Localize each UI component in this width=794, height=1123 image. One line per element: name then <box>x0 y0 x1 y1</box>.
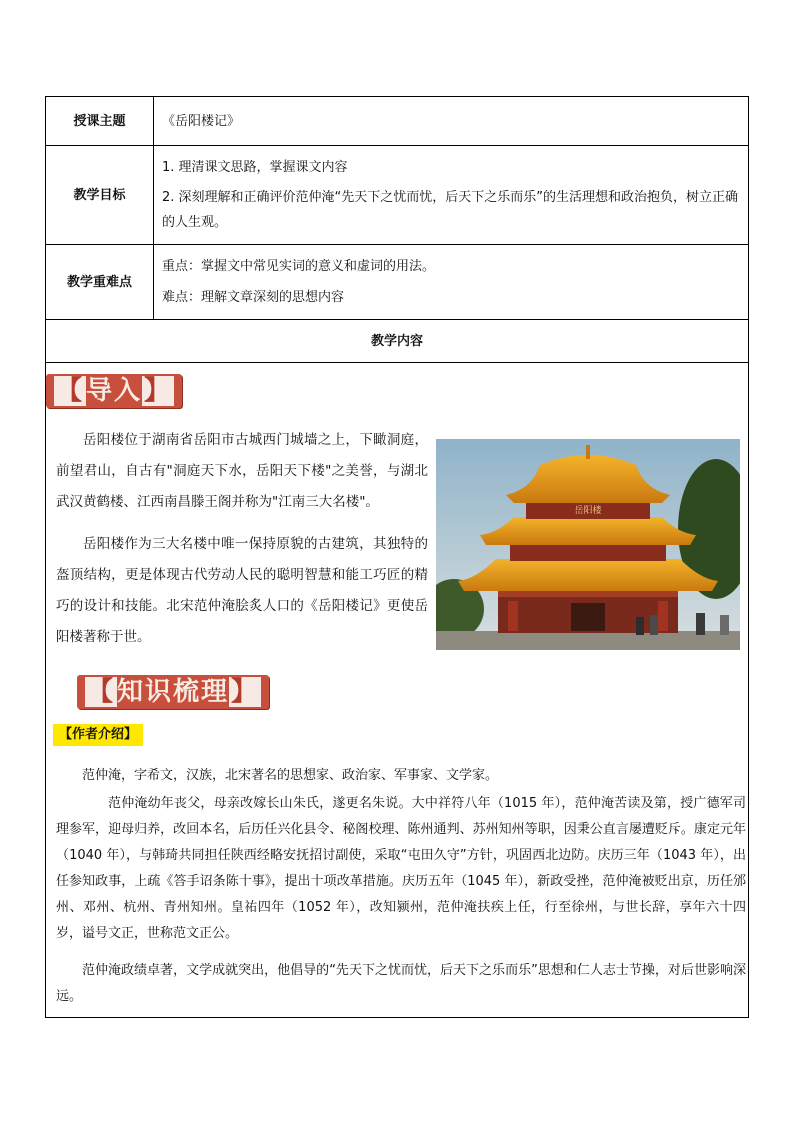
ground <box>436 631 740 650</box>
topic-value: 《岳阳楼记》 <box>154 97 749 146</box>
knowledge-banner-text: 知识梳理 <box>117 677 230 707</box>
knowledge-banner <box>77 675 269 709</box>
author-paragraph-2: 范仲淹幼年丧父，母亲改嫁长山朱氏，遂更名朱说。大中祥符八年（1015 年），范仲淹苦读及第，授广德军司理参军，迎母归养，改回本名，后历任兴化县令、秘阁校理、陈州通判、苏州知州等职，因秉公直言屡遭贬斥。康定元年（1040 年），与韩琦共同担任陕西经略安抚招讨副使，采取“屯田久守”方针，巩固西北边防。庆历三年（1043 年），出任参知政事，上疏《答手诏条陈十事》，提出十项改革措施。庆历五年（1045 年），新政受挫，范仲淹被贬出京，历任邠州、邓州、杭州、青州知州。皇祐四年（1052 年），改知颍州，范仲淹扶疾上任，行至徐州，与世长辞，享年六十四岁，谥号文正，世称范文正公。 <box>56 796 746 941</box>
bracket-left-icon: 【 <box>56 376 85 406</box>
content-body <box>45 363 749 1018</box>
content-header-row <box>46 320 749 363</box>
author-tag: 【作者介绍】 <box>53 724 143 746</box>
goal-item-2: 2. 深刻理解和正确评价范仲淹“先天下之忧而忧，后天下之乐而乐”的生活理想和政治抱负，树立正确的人生观。 <box>162 190 739 230</box>
lower-roof <box>458 559 718 591</box>
intro-paragraph-1: 岳阳楼位于湖南省岳阳市古城西门城墙之上，下瞰洞庭，前望君山，自古有"洞庭天下水，岳阳天下楼"之美誉，与湖北武汉黄鹤楼、江西南昌滕王阁并称为"江南三大名楼"。 <box>56 432 428 510</box>
bracket-right-icon: 】 <box>231 677 260 707</box>
key-label: 教学重难点 <box>46 245 154 320</box>
tower-sign: 岳阳楼 <box>574 506 602 516</box>
lesson-page <box>45 96 749 1018</box>
middle-roof <box>480 517 696 545</box>
topic-row <box>46 97 749 146</box>
topic-label: 授课主题 <box>46 97 154 146</box>
intro-banner-text: 导入 <box>86 376 143 406</box>
goal-item-1: 1. 理清课文思路，掌握课文内容 <box>162 160 348 175</box>
author-paragraph-3: 范仲淹政绩卓著，文学成就突出，他倡导的“先天下之忧而忧，后天下之乐而乐”思想和仁人志士节操，对后世影响深远。 <box>56 963 746 1004</box>
key-row <box>46 245 749 320</box>
goal-value <box>154 146 749 245</box>
key-point: 重点：掌握文中常见实词的意义和虚词的用法。 <box>162 259 436 274</box>
bracket-right-icon: 】 <box>144 376 173 406</box>
difficult-point: 难点：理解文章深刻的思想内容 <box>162 290 345 305</box>
lesson-info-table <box>45 96 749 363</box>
visitor <box>636 617 644 635</box>
key-value <box>154 245 749 320</box>
goal-label: 教学目标 <box>46 146 154 245</box>
bracket-left-icon: 【 <box>87 677 116 707</box>
goal-row <box>46 146 749 245</box>
content-header: 教学内容 <box>46 320 749 363</box>
intro-paragraph-2: 岳阳楼作为三大名楼中唯一保持原貌的古建筑，其独特的盔顶结构，更是体现古代劳动人民的聪明智慧和能工巧匠的精巧的设计和技能。北宋范仲淹脍炙人口的《岳阳楼记》更使岳阳楼著称于世。 <box>56 536 428 645</box>
author-paragraph-1: 范仲淹，字希文，汉族，北宋著名的思想家、政治家、军事家、文学家。 <box>82 768 499 783</box>
yueyang-tower-photo <box>436 439 740 650</box>
intro-banner <box>46 374 182 408</box>
